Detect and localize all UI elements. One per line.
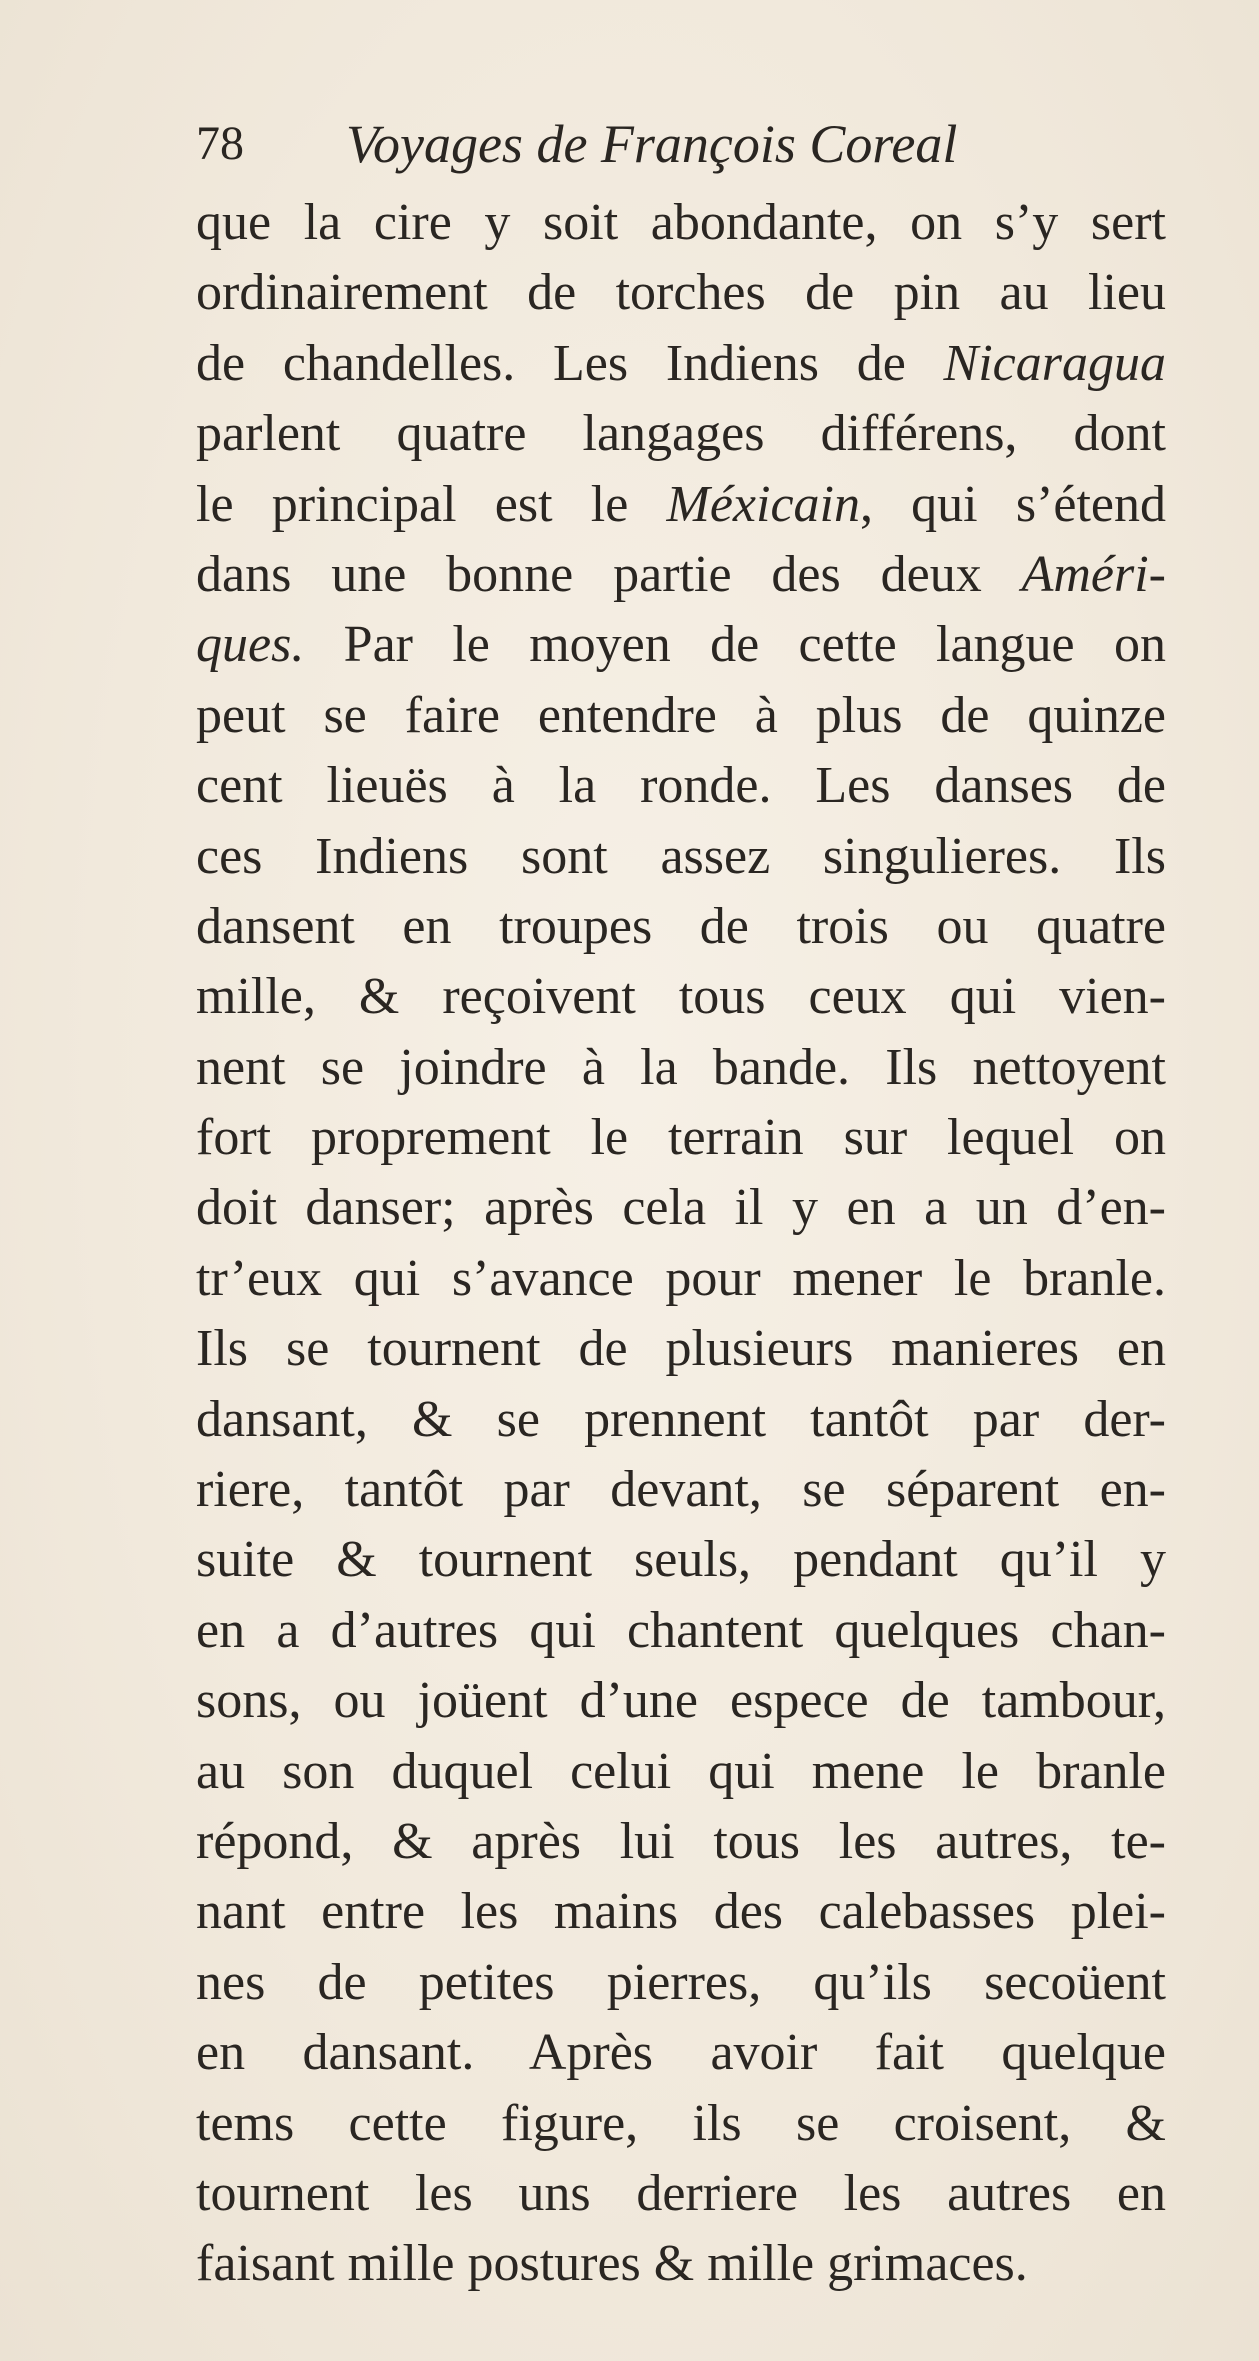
text-line: fort proprement le terrain sur lequel on [196,1109,1166,1167]
text-line: au son duquel celui qui mene le branle [196,1742,1166,1800]
text-line: dansent en troupes de trois ou quatre [196,897,1166,955]
text-line: tr’eux qui s’avance pour mener le branle. [196,1249,1166,1307]
text-line: en a d’autres qui chantent quelques chan- [196,1601,1166,1659]
page-header [196,108,1096,178]
page-number: 78 [196,117,244,170]
text-line: faisant mille postures & mille grimaces. [196,2235,1028,2293]
text-line: riere, tantôt par devant, se séparent en- [196,1461,1166,1519]
text-line: répond, & après lui tous les autres, te- [196,1812,1166,1870]
text-line: que la cire y soit abondante, on s’y sert [196,194,1166,251]
text-line: tems cette figure, ils se croisent, & [196,2094,1166,2152]
text-line: cent lieuës à la ronde. Les danses de [196,757,1166,815]
text-line: ques. Par le moyen de cette langue on [196,616,1166,674]
text-line: le principal est le Méxicain, qui s’étend [196,475,1167,533]
running-head: Voyages de François Coreal [346,114,958,174]
text-line: nant entre les mains des calebasses plei- [196,1883,1166,1941]
text-line: nes de petites pierres, qu’ils secoüent [196,1953,1166,2011]
text-line: sons, ou joüent d’une espece de tambour, [196,1672,1166,1730]
text-line: en dansant. Après avoir fait quelque [196,2024,1166,2082]
text-line: doit danser; après cela il y en a un d’en- [196,1179,1166,1237]
text-line: ordinairement de torches de pin au lieu [196,264,1166,322]
text-line: tournent les uns derriere les autres en [196,2164,1166,2222]
text-line: nent se joindre à la bande. Ils nettoyent [196,1038,1166,1096]
body-text [196,188,1176,2300]
text-line: de chandelles. Les Indiens de Nicaragua [196,334,1166,392]
text-line: ces Indiens sont assez singulieres. Ils [196,827,1166,885]
text-line: dans une bonne partie des deux Améri- [196,545,1166,603]
text-line: suite & tournent seuls, pendant qu’il y [196,1531,1166,1589]
text-line: mille, & reçoivent tous ceux qui vien- [196,968,1166,1026]
text-line: dansant, & se prennent tantôt par der- [196,1390,1166,1448]
text-line: parlent quatre langages différens, dont [196,405,1166,463]
text-line: peut se faire entendre à plus de quinze [196,686,1166,744]
text-line: Ils se tournent de plusieurs manieres en [196,1320,1166,1378]
